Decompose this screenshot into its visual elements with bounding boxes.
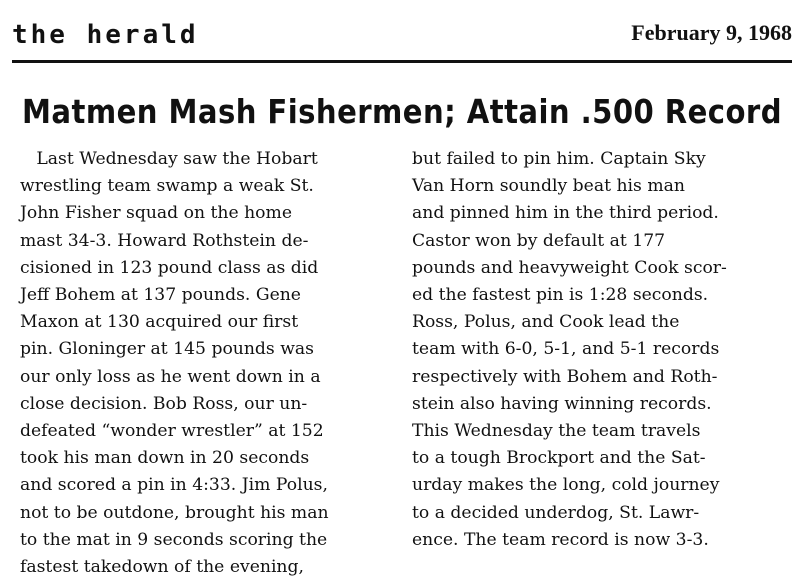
article-text-line: but failed to pin him. Captain Sky xyxy=(412,149,706,169)
article-text-line: This Wednesday the team travels xyxy=(412,421,701,442)
article-text-line: close decision. Bob Ross, our un- xyxy=(20,393,308,414)
article-text-line: to the mat in 9 seconds scoring the xyxy=(20,529,328,550)
article-text-line: Ross, Polus, and Cook lead the xyxy=(412,312,680,333)
issue-date: February 9, 1968 xyxy=(631,20,792,45)
article-text-line: ence. The team record is now 3-3. xyxy=(412,529,709,550)
article-text-line: and scored a pin in 4:33. Jim Polus, xyxy=(20,475,328,496)
article-text-line: pounds and heavyweight Cook scor- xyxy=(412,257,727,278)
article-column-right xyxy=(412,146,775,554)
article-text-line: respectively with Bohem and Roth- xyxy=(412,366,718,387)
article-headline: Matmen Mash Fishermen; Attain .500 Record xyxy=(22,92,782,131)
article-text-line: Last Wednesday saw the Hobart xyxy=(20,149,318,169)
newspaper-name: the herald xyxy=(12,20,199,50)
article-text-line: stein also having winning records. xyxy=(412,393,712,414)
article-text-line: fastest takedown of the evening, xyxy=(20,557,304,578)
masthead xyxy=(12,16,792,60)
article-text-line: Jeff Bohem at 137 pounds. Gene xyxy=(20,285,301,306)
article-text-line: team with 6-0, 5-1, and 5-1 records xyxy=(412,339,720,360)
article-text-line: took his man down in 20 seconds xyxy=(20,448,310,469)
article-text-line: ed the fastest pin is 1:28 seconds. xyxy=(412,285,709,306)
article-text-line: to a tough Brockport and the Sat- xyxy=(412,448,706,469)
article-text-line: Castor won by default at 177 xyxy=(412,230,666,251)
article-text-line: not to be outdone, brought his man xyxy=(20,502,329,523)
article-text-line: and pinned him in the third period. xyxy=(412,203,719,224)
article-text-line: defeated “wonder wrestler” at 152 xyxy=(20,421,324,442)
article-text-line: urday makes the long, cold journey xyxy=(412,475,720,496)
article-column-left xyxy=(20,146,385,581)
article-text-line: wrestling team swamp a weak St. xyxy=(20,176,314,197)
masthead-rule xyxy=(12,60,792,63)
article-text-line: Maxon at 130 acquired our first xyxy=(20,312,299,333)
article-text-line: pin. Gloninger at 145 pounds was xyxy=(20,339,315,360)
article-text-line: cisioned in 123 pound class as did xyxy=(20,257,319,278)
article-text-line: Van Horn soundly beat his man xyxy=(412,176,685,197)
article-text-line: John Fisher squad on the home xyxy=(20,203,292,224)
article-text-line: to a decided underdog, St. Lawr- xyxy=(412,502,700,523)
article-text-line: our only loss as he went down in a xyxy=(20,366,321,387)
article-text-line: mast 34-3. Howard Rothstein de- xyxy=(20,230,309,251)
